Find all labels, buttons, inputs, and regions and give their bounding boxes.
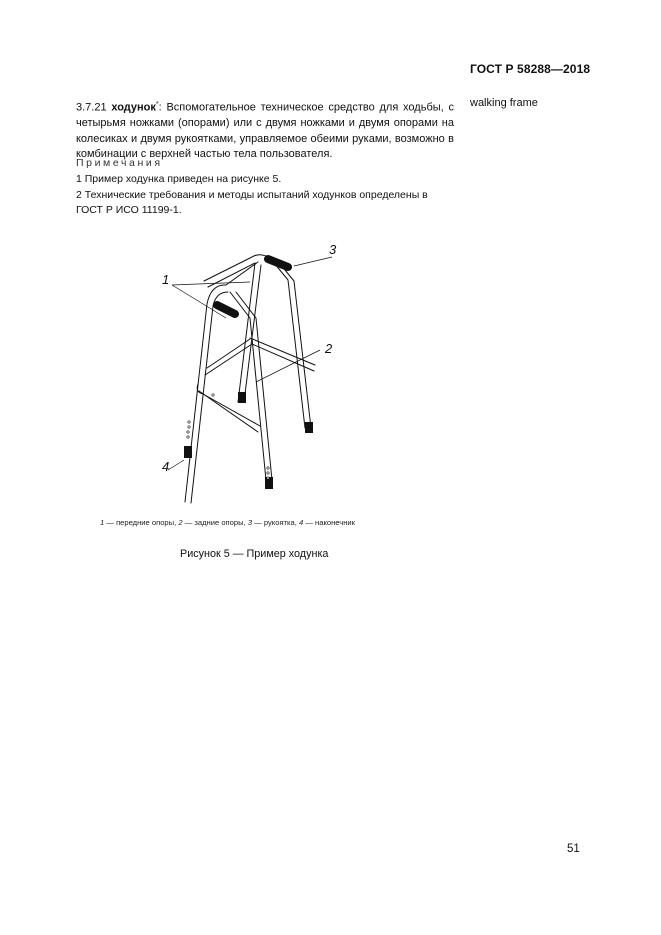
- term-entry: [76, 97, 454, 163]
- grip-left: [217, 305, 235, 314]
- term-marker: *: [155, 101, 159, 108]
- tip-back-left: [238, 392, 246, 403]
- legend-item: 4 — наконечник: [298, 518, 355, 527]
- term-name: ходунок: [111, 101, 156, 114]
- standard-id: ГОСТ Р 58288—2018: [470, 62, 591, 76]
- callout-4: 4: [162, 459, 170, 474]
- term-definition: : Вспомогательное техническое средство для ходьбы, с четырьмя ножками (опорами) или с двумя ножками и двумя опорами на колесиках и двумя рукоятками, управляемое обеими руками, возможно в комбинации с верхней частью тела пользователя.: [76, 101, 454, 161]
- legend-item: 3 — рукоятка,: [247, 518, 297, 527]
- grip-right: [268, 259, 288, 267]
- tip-back-right: [305, 422, 313, 433]
- notes-title: Примечания: [76, 157, 163, 169]
- english-term: walking frame: [470, 97, 538, 109]
- note-item: 2 Технические требования и методы испытаний ходунков определены в ГОСТ Р ИСО 11199-1.: [76, 189, 428, 216]
- legend-item: 1 — передние опоры,: [100, 518, 177, 527]
- page-number: 51: [567, 843, 580, 855]
- callout-2: 2: [325, 341, 333, 356]
- callout-3: 3: [329, 242, 337, 257]
- term-number: 3.7.21: [76, 101, 107, 114]
- note-item: 1 Пример ходунка приведен на рисунке 5.: [76, 173, 282, 185]
- legend-item: 2 — задние опоры,: [178, 518, 246, 527]
- figure-caption: Рисунок 5 — Пример ходунка: [180, 548, 329, 560]
- callout-1: 1: [162, 272, 170, 287]
- figure-legend: [100, 518, 355, 527]
- walking-frame-figure: [100, 232, 400, 510]
- tip-front-left: [184, 446, 192, 458]
